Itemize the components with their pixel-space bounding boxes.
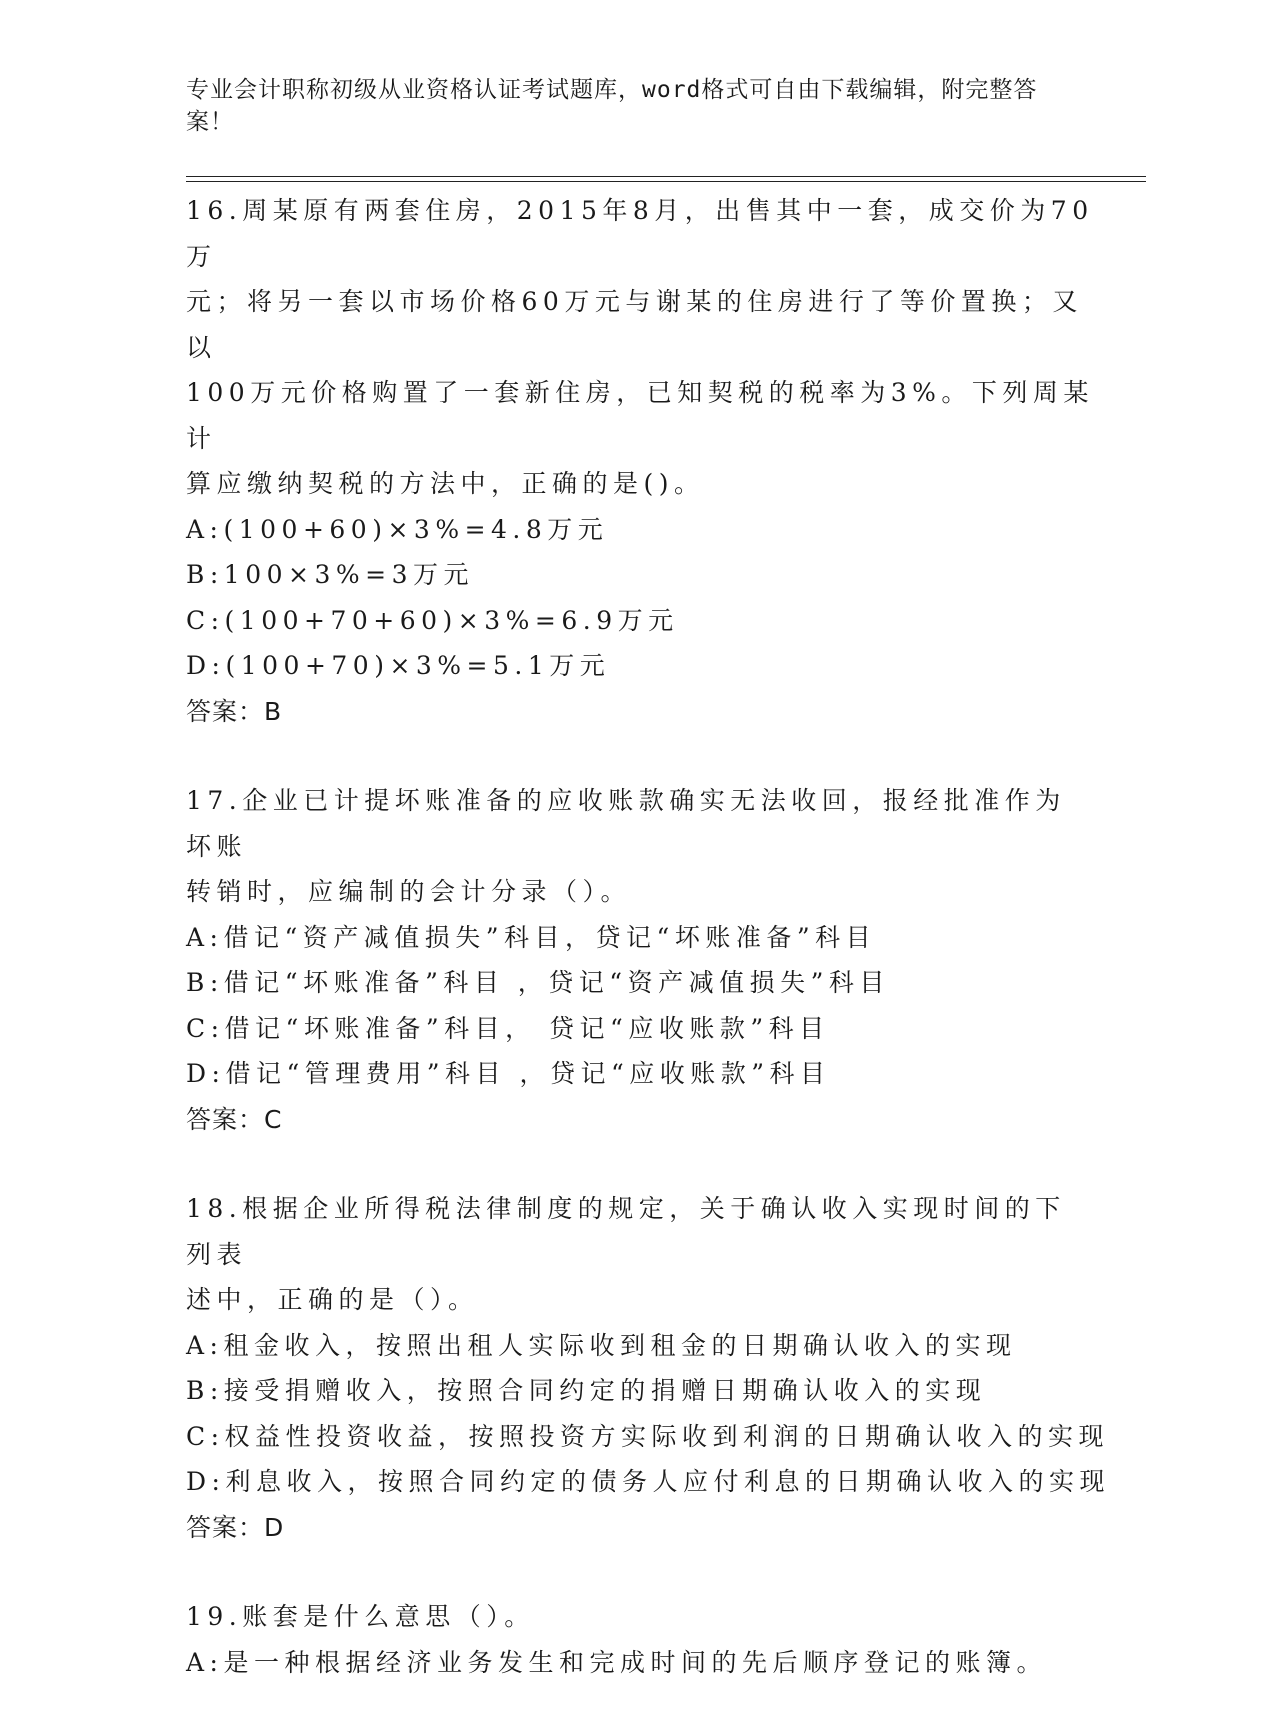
question-18 (186, 1186, 1110, 1550)
question-stem-line: 19.账套是什么意思（）。 (186, 1602, 535, 1631)
question-stem-line: 元；将另一套以市场价格60万元与谢某的住房进行了等价置换；又以 (186, 287, 1083, 362)
option-d: D:(100+70)×3%=5.1万元 (186, 651, 611, 680)
question-stem-line: 17.企业已计提坏账准备的应收账款确实无法收回，报经批准作为坏账 (186, 786, 1066, 861)
option-d: D:借记“管理费用”科目 ，贷记“应收账款”科目 (186, 1059, 831, 1088)
option-c: C:权益性投资收益，按照投资方实际收到利润的日期确认收入的实现 (186, 1421, 1110, 1451)
header-divider-top (186, 176, 1146, 177)
option-a: A:(100+60)×3%=4.8万元 (186, 514, 609, 544)
answer-label: 答案：D (186, 1512, 285, 1542)
question-stem-line: 述中，正确的是（）。 (186, 1285, 479, 1314)
question-16 (186, 188, 1096, 734)
question-stem-line: 16.周某原有两套住房，2015年8月，出售其中一套，成交价为70万 (186, 196, 1094, 271)
option-b: B:100×3%=3万元 (186, 560, 474, 589)
header-line-1: 专业会计职称初级从业资格认证考试题库，word格式可自由下载编辑，附完整答 (186, 77, 1038, 103)
question-stem-line: 100万元价格购置了一套新住房，已知契税的税率为3%。下列周某计 (186, 378, 1094, 453)
question-list (186, 188, 1110, 1729)
option-a: A:租金收入，按照出租人实际收到租金的日期确认收入的实现 (186, 1330, 1017, 1360)
answer-label: 答案：B (186, 696, 283, 726)
option-b: B:接受捐赠收入，按照合同约定的捐赠日期确认收入的实现 (186, 1376, 987, 1405)
option-d: D:利息收入，按照合同约定的债务人应付利息的日期确认收入的实现 (186, 1467, 1110, 1496)
header-divider-bottom (186, 181, 1146, 182)
option-c: C:(100+70+60)×3%=6.9万元 (186, 605, 679, 635)
question-stem-line: 算应缴纳契税的方法中，正确的是()。 (186, 469, 705, 498)
document-header (186, 74, 1066, 138)
answer-label: 答案：C (186, 1104, 283, 1134)
header-line-2: 案！ (186, 109, 234, 135)
question-stem-line: 18.根据企业所得税法律制度的规定，关于确认收入实现时间的下列表 (186, 1194, 1066, 1269)
question-stem-line: 转销时，应编制的会计分录（）。 (186, 877, 632, 906)
option-c: C:借记“坏账准备”科目， 贷记“应收账款”科目 (186, 1013, 830, 1043)
option-a: A:是一种根据经济业务发生和完成时间的先后顺序登记的账簿。 (186, 1647, 1047, 1677)
option-a: A:借记“资产减值损失”科目，贷记“坏账准备”科目 (186, 922, 877, 952)
question-19 (186, 1594, 1096, 1685)
option-b: B:借记“坏账准备”科目 ，贷记“资产减值损失”科目 (186, 968, 890, 997)
question-17 (186, 778, 1096, 1142)
